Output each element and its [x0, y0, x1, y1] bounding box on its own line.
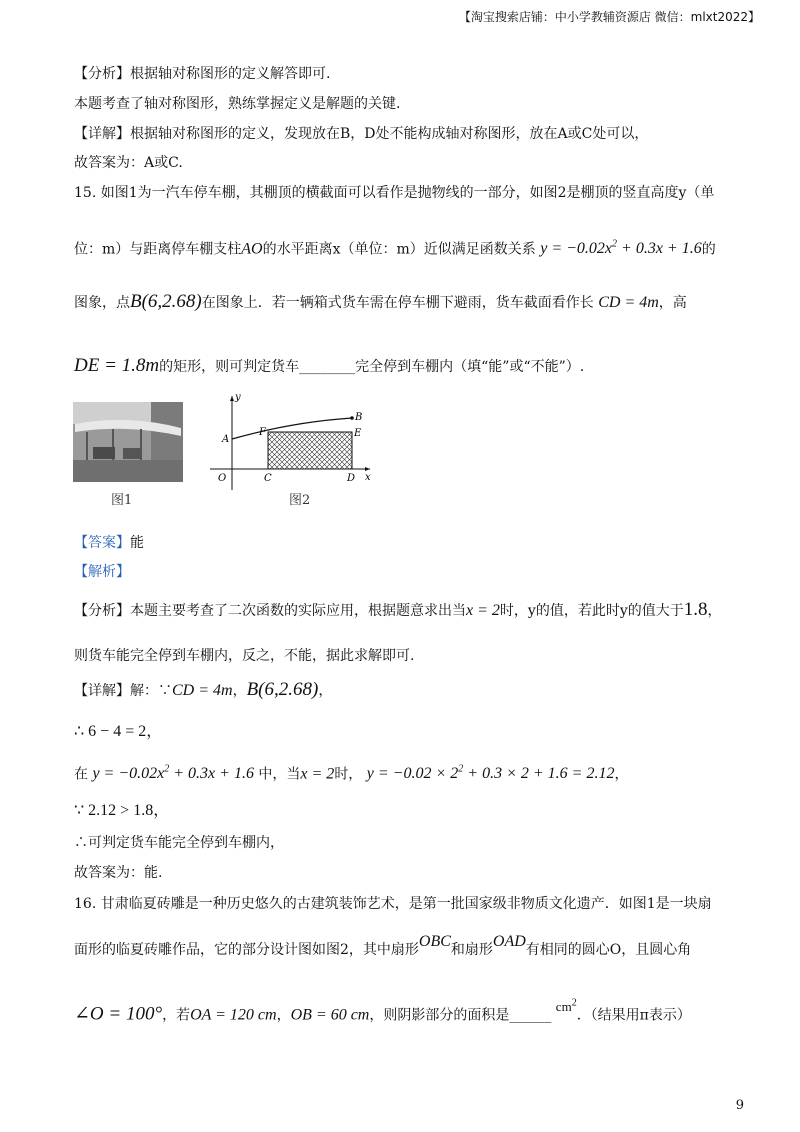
label-y: y — [235, 392, 241, 403]
label-c: C — [264, 473, 272, 484]
q15-analysis: 【分析】本题主要考查了二次函数的实际应用，根据题意求出当x = 2时，y的值，若此时y的值大于1.8， — [74, 599, 722, 620]
q15-function: $y = -0.02x^2 + 0.3x + 1.6$ — [540, 239, 702, 258]
fig2-caption: 图2 — [289, 493, 311, 508]
q14-answer: 故答案为：A或C. — [74, 155, 183, 171]
label-f: F — [259, 427, 266, 438]
page-header: 【淘宝搜索店铺：中小学教辅资源店 微信：mlxt2022】 — [458, 10, 760, 24]
q15-step3: ∵ 2.12 > 1.8， — [74, 802, 170, 819]
q15-analysis-line2: 则货车能完全停到车棚内，反之，不能，据此求解即可. — [74, 648, 415, 664]
fig1-caption: 图1 — [111, 493, 133, 508]
q15-line1: 15. 如图1为一汽车停车棚，其棚顶的横截面可以看作是抛物线的一部分，如图2是棚顶的竖直高度y（单 — [74, 185, 715, 201]
label-b: B — [355, 412, 363, 423]
truck-rectangle — [268, 432, 352, 469]
point-b — [350, 416, 354, 420]
q15-answer: 【答案】能 — [74, 535, 144, 551]
q15-line3: 图象，点B(6,2.68)在图象上．若一辆箱式货车需在停车棚下避雨，货车截面看作长 CD = 4m，高 — [74, 291, 687, 312]
q15-detail: 【详解】解：∵CD = 4m，B(6,2.68)， — [74, 679, 333, 700]
q15-step1: ∴ 6 − 4 = 2， — [74, 723, 163, 740]
q14-analysis: 【分析】根据轴对称图形的定义解答即可. — [74, 66, 331, 82]
page-number: 9 — [735, 1098, 744, 1113]
label-o: O — [218, 473, 227, 484]
q15-line4: DE = 1.8m的矩形，则可判定货车________完全停到车棚内（填“能”或“不能”）. — [74, 355, 585, 376]
q15-jiexi: 【解析】 — [74, 564, 130, 580]
label-a: A — [222, 434, 230, 445]
q14-detail: 【详解】根据轴对称图形的定义，发现放在B，D处不能构成轴对称图形，放在A或C处可以， — [74, 126, 649, 142]
q16-line3: ∠O = 100°，若OA = 120 cm，OB = 60 cm，则阴影部分的面积是______ $cm^2$．（结果用π表示） — [74, 998, 691, 1025]
parabola-graph — [202, 392, 374, 492]
q15-step2: 在 $y = -0.02x^2 + 0.3x + 1.6$ 中，当x = 2时， $y = -0.02 \times 2^2 + 0.3 \times 2 + 1.6 = 2.12$， — [74, 764, 629, 783]
label-x: x — [365, 472, 371, 483]
carport-photo — [73, 402, 183, 482]
q15-step4: ∴可判定货车能完全停到车棚内， — [74, 835, 284, 851]
q16-line2: 面形的临夏砖雕作品，它的部分设计图如图2，其中扇形OBC和扇形OAD有相同的圆心O，且圆心角 — [74, 933, 692, 958]
q15-line2: 位：m）与距离停车棚支柱AO的水平距离x（单位：m）近似满足函数关系 $y = -0.02x^2 + 0.3x + 1.6$的 — [74, 239, 716, 258]
q14-summary: 本题考查了轴对称图形，熟练掌握定义是解题的关键. — [74, 96, 401, 112]
q16-line1: 16. 甘肃临夏砖雕是一种历史悠久的古建筑装饰艺术，是第一批国家级非物质文化遗产．如图1是一块扇 — [74, 896, 712, 912]
q15-final: 故答案为：能. — [74, 865, 163, 881]
label-e: E — [354, 428, 362, 439]
label-d: D — [347, 473, 356, 484]
